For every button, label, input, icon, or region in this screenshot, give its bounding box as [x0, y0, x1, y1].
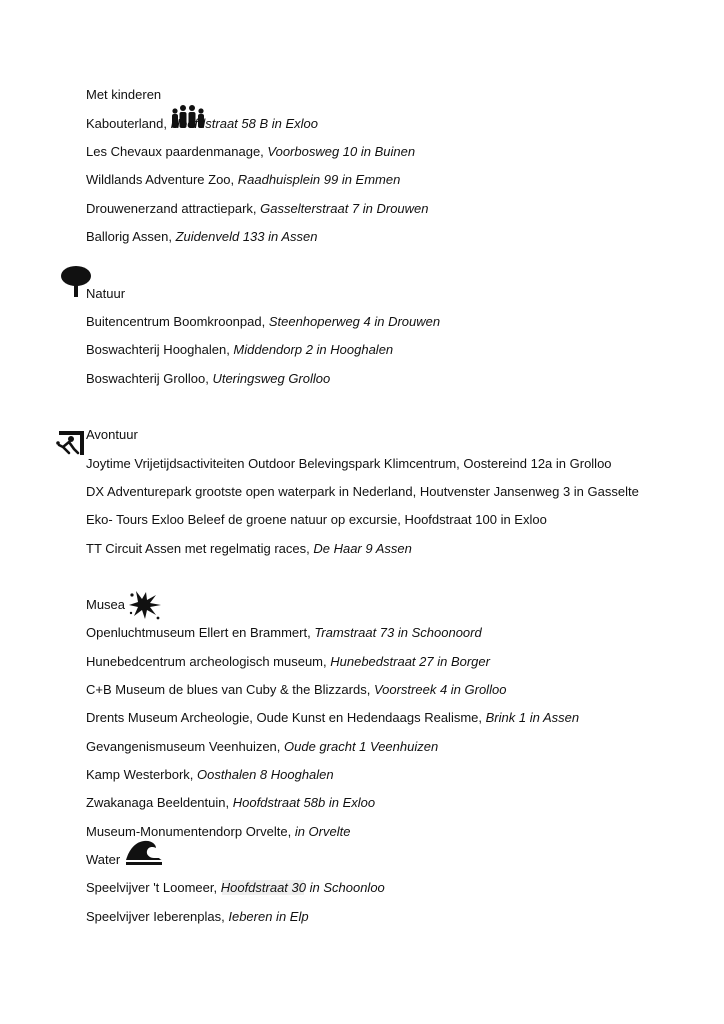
item-location: Tramstraat 73 in Schoonoord [314, 625, 482, 640]
list-item [86, 314, 440, 330]
section-heading-musea: Musea [86, 597, 126, 612]
item-name: Boswachterij Grolloo, [86, 371, 213, 386]
item-name: DX Adventurepark grootste open waterpark in Nederland, Houtvenster Jansenweg 3 in Gasselte [86, 484, 639, 499]
climbing-icon [55, 429, 85, 457]
list-item [86, 767, 334, 783]
item-name: Zwakanaga Beeldentuin, [86, 795, 233, 810]
item-name: Eko- Tours Exloo Beleef de groene natuur op excursie, Hoofdstraat 100 in Exloo [86, 512, 547, 527]
item-location: Middendorp 2 in Hooghalen [233, 342, 394, 357]
wave-icon [125, 838, 163, 866]
splat-icon [128, 589, 162, 621]
list-item [86, 880, 385, 896]
item-name: Museum-Monumentendorp Orvelte, [86, 824, 295, 839]
list-item [86, 541, 412, 557]
item-name: Wildlands Adventure Zoo, [86, 172, 238, 187]
item-name: Openluchtmuseum Ellert en Brammert, [86, 625, 315, 640]
item-location: Hunebedstraat 27 in Borger [330, 654, 490, 669]
item-name: Joytime Vrijetijdsactiviteiten Outdoor Belevingspark Klimcentrum, Oostereind 12a in Grolloo [86, 456, 612, 471]
section-heading-natuur: Natuur [86, 286, 126, 301]
item-location: Ieberen in Elp [228, 909, 309, 924]
list-item [86, 229, 318, 245]
item-location: Voorbosweg 10 in Buinen [267, 144, 416, 159]
item-location: Zuidenveld 133 in Assen [175, 229, 318, 244]
list-item [86, 201, 429, 217]
list-item [86, 739, 438, 755]
item-name: C+B Museum de blues van Cuby & the Blizzards, [86, 682, 374, 697]
item-location: Oude gracht 1 Veenhuizen [284, 739, 439, 754]
item-location: Gasselterstraat 7 in Drouwen [260, 201, 429, 216]
list-item [86, 342, 393, 358]
item-location: Hoofdstraat 30 in Schoonloo [220, 880, 385, 895]
item-name: Les Chevaux paardenmanage, [86, 144, 268, 159]
section-heading-met-kinderen: Met kinderen [86, 87, 162, 102]
list-item [86, 456, 612, 472]
item-location: Hoofdstraat 58 B in Exloo [170, 116, 318, 131]
item-name: Gevangenismuseum Veenhuizen, [86, 739, 285, 754]
item-name: TT Circuit Assen met regelmatig races, [86, 541, 314, 556]
item-location: in Orvelte [294, 824, 351, 839]
section-heading-avontuur: Avontuur [86, 427, 138, 442]
item-name: Kabouterland, [86, 116, 171, 131]
item-location: Steenhoperweg 4 in Drouwen [268, 314, 441, 329]
item-name: Drents Museum Archeologie, Oude Kunst en Hedendaags Realisme, [86, 710, 486, 725]
item-location: Uteringsweg Grolloo [212, 371, 331, 386]
list-item [86, 795, 375, 811]
item-location: De Haar 9 Assen [313, 541, 412, 556]
list-item [86, 371, 330, 387]
item-location: Hoofdstraat 58b in Exloo [232, 795, 376, 810]
item-location: Oosthalen 8 Hooghalen [197, 767, 334, 782]
list-item [86, 654, 490, 670]
item-name: Speelvijver 't Loomeer, [86, 880, 221, 895]
list-item [86, 625, 482, 641]
item-name: Kamp Westerbork, [86, 767, 198, 782]
list-item [86, 710, 579, 726]
list-item [86, 144, 415, 160]
item-name: Hunebedcentrum archeologisch museum, [86, 654, 331, 669]
item-name: Ballorig Assen, [86, 229, 176, 244]
item-name: Boswachterij Hooghalen, [86, 342, 234, 357]
section-heading-water: Water [86, 852, 121, 867]
item-location: Raadhuisplein 99 in Emmen [237, 172, 401, 187]
list-item [86, 172, 400, 188]
list-item [86, 484, 639, 500]
item-name: Speelvijver Ieberenplas, [86, 909, 229, 924]
list-item [86, 909, 309, 925]
item-location: Voorstreek 4 in Grolloo [373, 682, 507, 697]
item-location: Brink 1 in Assen [485, 710, 580, 725]
list-item [86, 682, 506, 698]
item-name: Drouwenerzand attractiepark, [86, 201, 261, 216]
list-item [86, 116, 318, 132]
list-item [86, 512, 547, 528]
item-name: Buitencentrum Boomkroonpad, [86, 314, 269, 329]
